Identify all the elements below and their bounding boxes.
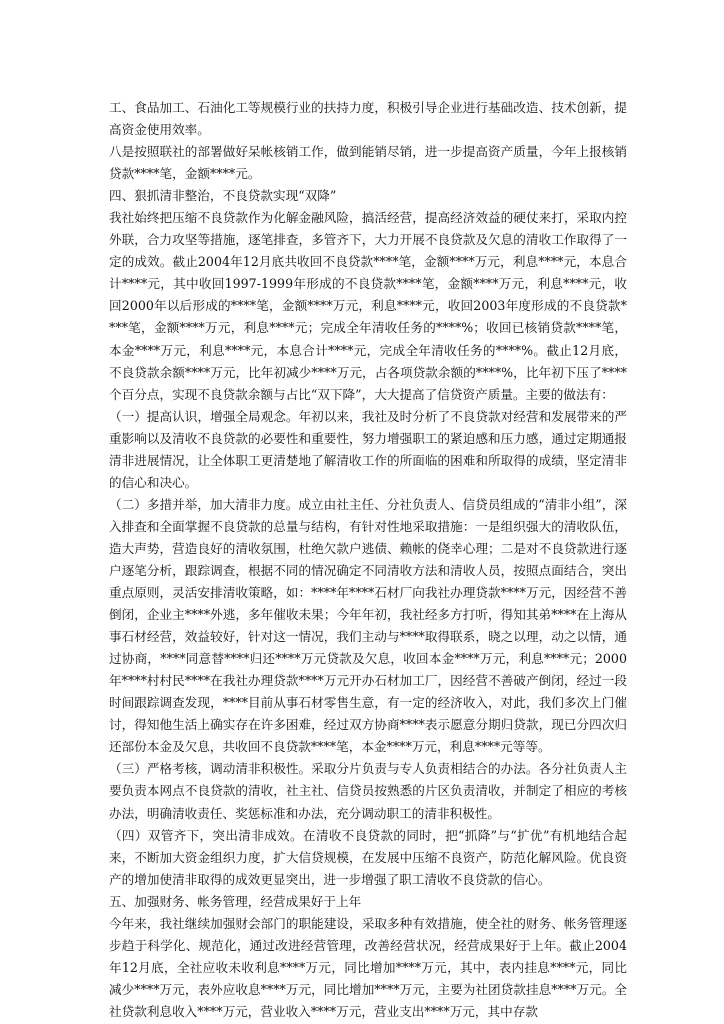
section-heading-5: 五、加强财务、帐务管理，经营成果好于上年 — [109, 893, 362, 909]
paragraph-industry-support: 工、食品加工、石油化工等规模行业的扶持力度，积极引导企业进行基础改造、技术创新，提高资金使用效率。 — [109, 100, 627, 138]
paragraph-finance-management: 今年来，我社继续加强财会部门的职能建设，采取多种有效措施，使全社的财务、帐务管理逐步趋于科学化、规范化，通过改进经营管理，改善经营状况，经营成果好于上年。截止2004年12月底，全社应收未收利息****万元，同比增加****万元，其中，表内挂息****元，同比减少****万元，表外应收息****万元，同比增加****万元，主要为社团贷款挂息****万元。全社贷款利息收入****万元，营业收入****万元，营业支出****万元，其中存款 — [109, 915, 627, 1019]
paragraph-measure-2: （二）多措并举，加大清非力度。成立由社主任、分社负责人、信贷员组成的“清非小组”，深入排查和全面掌握不良贷款的总量与结构，有针对性地采取措施：一是组织强大的清收队伍，造大声势，营造良好的清收氛围，杜绝欠款户逃债、赖帐的侥幸心理；二是对不良贷款进行逐户逐笔分析，跟踪调查，根据不同的情况确定不同清收方法和清收人员，按照点面结合，突出重点原则，灵活安排清收策略，如：****年****石材厂向我社办理贷款****万元，因经营不善倒闭，企业主****外逃，多年催收未果；今年年初，我社经多方打听，得知其弟****在上海从事石材经营，效益较好，针对这一情况，我们主动与****取得联系，晓之以理，动之以情，通过协商，****同意替****归还****万元贷款及欠息，收回本金****万元，利息****元；2000年****村村民****在我社办理贷款****万元开办石材加工厂，因经营不善破产倒闭，经过一段时间跟踪调查发现，****目前从事石材零售生意，有一定的经济收入，对此，我们多次上门催讨，得知他生活上确实存在许多困难，经过双方协商****表示愿意分期归贷款，现已分四次归还部份本金及欠息，共收回不良贷款****笔，本金****万元，利息****元等等。 — [109, 496, 627, 755]
paragraph-bad-debt-writeoff: 八是按照联社的部署做好呆帐核销工作，做到能销尽销，进一步提高资产质量，今年上报核销贷款****笔，金额****元。 — [109, 144, 627, 182]
paragraph-npl-results: 我社始终把压缩不良贷款作为化解金融风险，搞活经营，提高经济效益的硬仗来打，采取内控外联，合力攻坚等措施，逐笔排查，多管齐下，大力开展不良贷款及欠息的清收工作取得了一定的成效。截止2004年12月底共收回不良贷款****笔，金额****万元，利息****元，本息合计****元，其中收回1997-1999年形成的不良贷款****笔，金额****万元，利息****元，收回2000年以后形成的****笔，金额****万元，利息****元，收回2003年度形成的不良贷款****笔，金额****万元，利息****元；完成全年清收任务的****%；收回已核销贷款****笔，本金****万元，利息****元，本息合计****元，完成全年清收任务的****%。截止12月底，不良贷款余额****万元，比年初减少****万元，占各项贷款余额的****%，比年初下压了****个百分点，实现不良贷款余额与占比“双下降”，大大提高了信贷资产质量。主要的做法有： — [109, 210, 627, 402]
paragraph-measure-3: （三）严格考核，调动清非积极性。采取分片负责与专人负责相结合的办法。各分社负责人主要负责本网点不良贷款的清收，社主社、信贷员按熟悉的片区负责清收，并制定了相应的考核办法，明确清收责任、奖惩标准和办法，充分调动职工的清非积极性。 — [109, 761, 627, 821]
paragraph-measure-4: （四）双管齐下，突出清非成效。在清收不良贷款的同时，把“抓降”与“扩优”有机地结合起来，不断加大资金组织力度，扩大信贷规模，在发展中压缩不良资产，防范化解风险。优良资产的增加使清非取得的成效更显突出，进一步增强了职工清收不良贷款的信心。 — [109, 827, 627, 887]
document-body — [109, 97, 627, 1023]
paragraph-measure-1: （一）提高认识，增强全局观念。年初以来，我社及时分析了不良贷款对经营和发展带来的严重影响以及清收不良贷款的必要性和重要性，努力增强职工的紧迫感和压力感，通过定期通报清非进展情况，让全体职工更清楚地了解清收工作的所面临的困难和所取得的成绩，坚定清非的信心和决心。 — [109, 408, 627, 490]
section-heading-4: 四、狠抓清非整治，不良贷款实现“双降” — [109, 188, 337, 204]
